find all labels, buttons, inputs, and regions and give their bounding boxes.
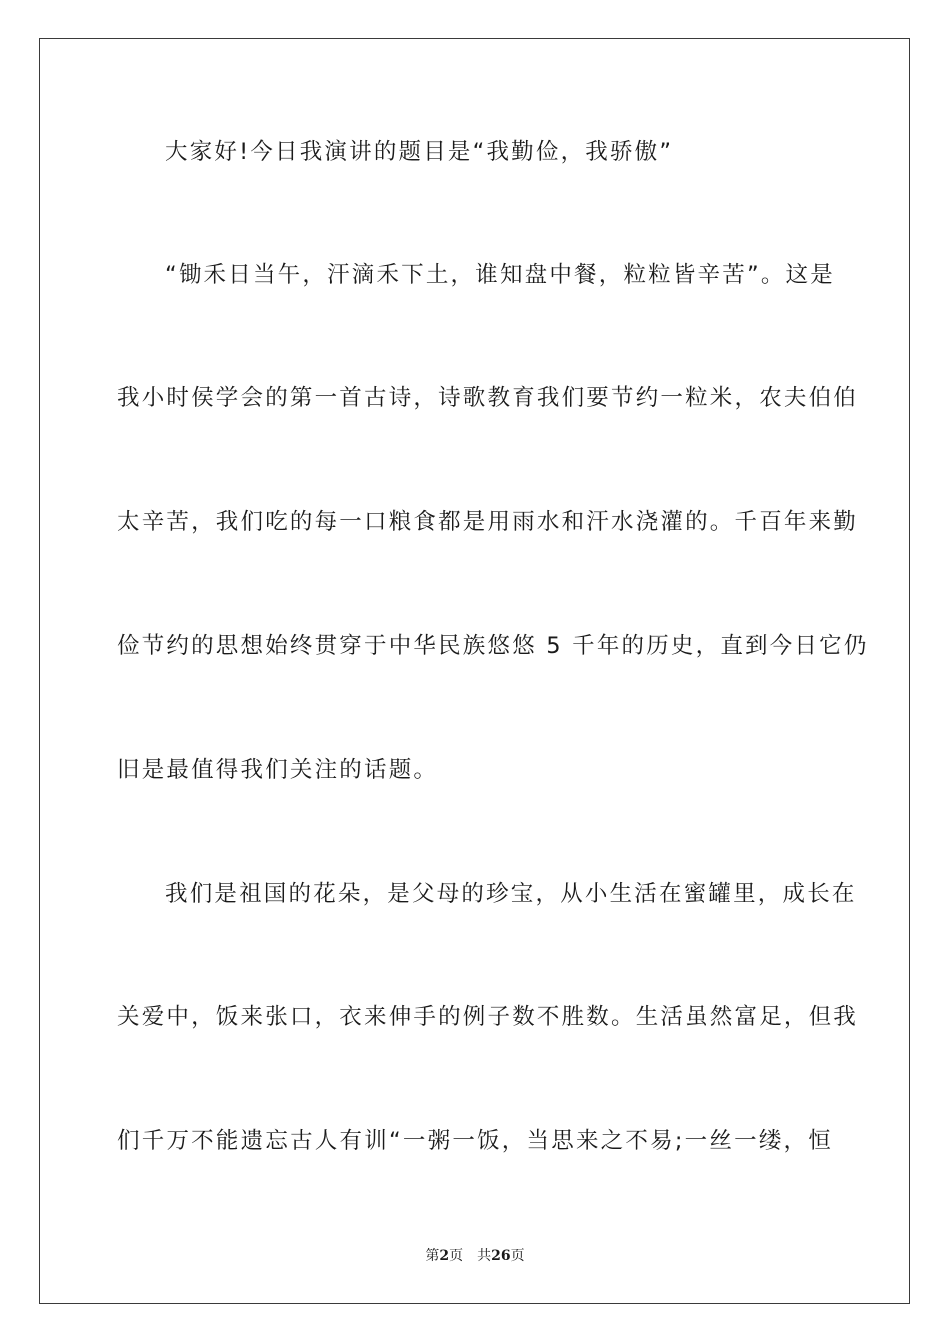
text-line-6: 旧是最值得我们关注的话题。 [117, 757, 439, 783]
total-prefix: 共 [477, 1248, 492, 1264]
text-line-4: 太辛苦，我们吃的每一口粮食都是用雨水和汗水浇灌的。千百年来勤 [117, 509, 859, 535]
text-line-3: 我小时侯学会的第一首古诗，诗歌教育我们要节约一粒米，农夫伯伯 [117, 385, 859, 411]
page-footer [0, 1247, 950, 1265]
text-line-1: 大家好!今日我演讲的题目是“我勤俭，我骄傲” [165, 139, 674, 165]
text-line-8: 关爱中，饭来张口，衣来伸手的例子数不胜数。生活虽然富足，但我 [117, 1004, 859, 1030]
text-line-5: 俭节约的思想始终贯穿于中华民族悠悠 5 千年的历史，直到今日它仍 [117, 633, 869, 659]
text-line-9: 们千万不能遗忘古人有训“一粥一饭，当思来之不易;一丝一缕，恒 [117, 1128, 833, 1154]
page-prefix: 第 [425, 1248, 440, 1264]
page-number: 2 [439, 1248, 450, 1264]
total-suffix: 页 [510, 1248, 525, 1264]
text-line-7: 我们是祖国的花朵，是父母的珍宝，从小生活在蜜罐里，成长在 [165, 881, 857, 907]
page-suffix: 页 [449, 1248, 464, 1264]
page-border [39, 38, 910, 1304]
text-line-2: “锄禾日当午，汗滴禾下土，谁知盘中餐，粒粒皆辛苦”。这是 [165, 262, 835, 288]
total-pages: 26 [491, 1248, 511, 1264]
